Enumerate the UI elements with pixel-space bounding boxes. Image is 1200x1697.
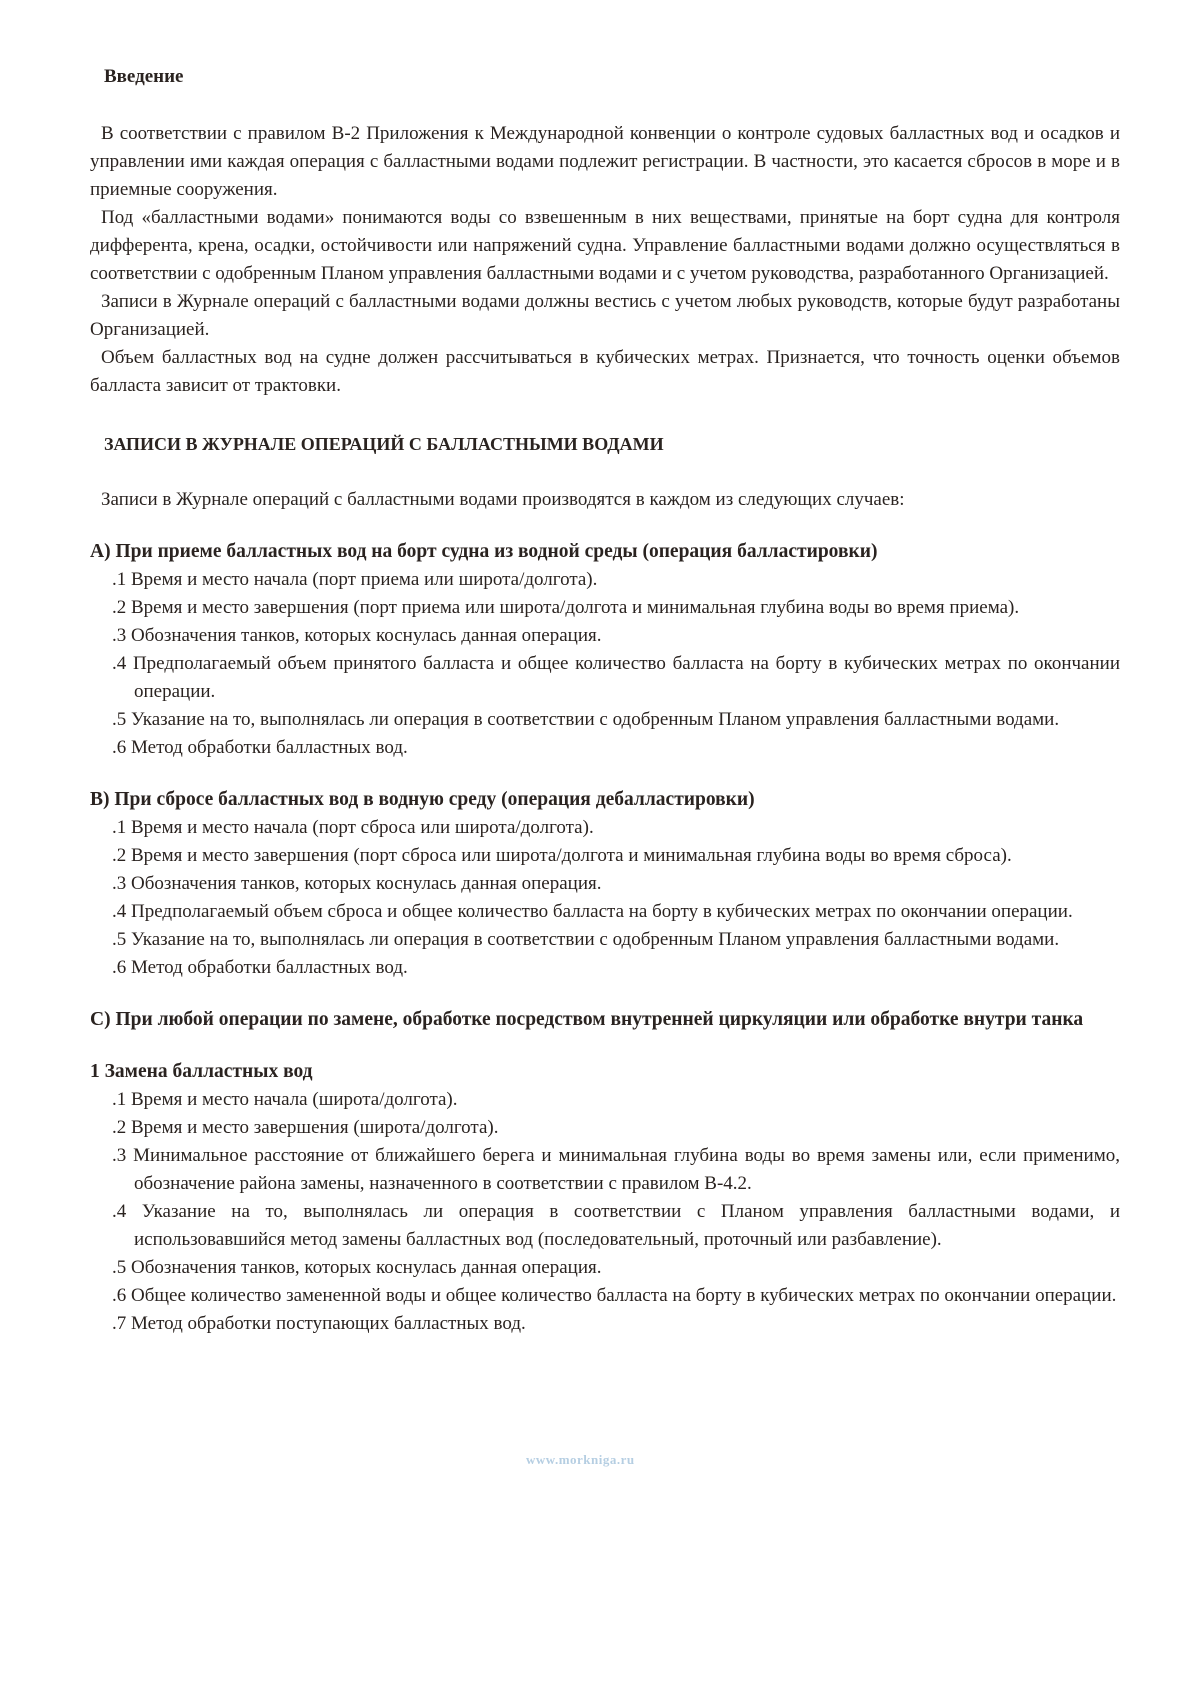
section-a-title: А) При приеме балластных вод на борт судна из водной среды (операция балластировки)	[90, 541, 878, 562]
list-item: .6 Общее количество замененной воды и общее количество балласта на борту в кубических метрах по окончании операции.	[112, 1285, 1117, 1306]
list-item: .6 Метод обработки балластных вод.	[112, 957, 408, 978]
list-item: .4 Предполагаемый объем принятого балласта и общее количество балласта на борту в кубических метрах по окончании операции.	[112, 653, 1120, 702]
list-item: .4 Указание на то, выполнялась ли операция в соответствии с Планом управления балластными водами, и использовавшийся метод замены балластных вод (последовательный, проточный или разбавление).	[112, 1201, 1120, 1250]
list-item: .5 Указание на то, выполнялась ли операция в соответствии с одобренным Планом управления балластными водами.	[112, 929, 1060, 950]
list-item: .1 Время и место начала (широта/долгота).	[112, 1089, 458, 1110]
section-a-list	[90, 566, 1120, 762]
list-item: .2 Время и место завершения (широта/долгота).	[112, 1117, 499, 1138]
list-item: .2 Время и место завершения (порт сброса или широта/долгота и минимальная глубина воды во время сброса).	[112, 845, 1012, 866]
list-item: .1 Время и место начала (порт приема или широта/долгота).	[112, 569, 598, 590]
list-item: .2 Время и место завершения (порт приема или широта/долгота и минимальная глубина воды во время приема).	[112, 597, 1020, 618]
list-item: .7 Метод обработки поступающих балластных вод.	[112, 1313, 526, 1334]
list-item: .5 Обозначения танков, которых коснулась данная операция.	[112, 1257, 602, 1278]
section-c-title: С) При любой операции по замене, обработке посредством внутренней циркуляции или обработке внутри танка	[90, 1009, 1084, 1030]
section-b	[90, 786, 1120, 982]
list-item: .3 Минимальное расстояние от ближайшего берега и минимальная глубина воды во время замены или, если применимо, обозначение района замены, назначенного в соответствии с правилом В-4.2.	[112, 1145, 1120, 1194]
section-b-title: В) При сбросе балластных вод в водную среду (операция дебалластировки)	[90, 789, 755, 810]
intro-body	[90, 120, 1120, 400]
list-item: .1 Время и место начала (порт сброса или широта/долгота).	[112, 817, 594, 838]
records-lead: Записи в Журнале операций с балластными водами производятся в каждом из следующих случаев:	[101, 489, 905, 510]
intro-paragraph: Записи в Журнале операций с балластными водами должны вестись с учетом любых руководств, которые будут разработаны Организацией.	[90, 291, 1120, 340]
section-c-list	[90, 1086, 1120, 1338]
section-c	[90, 1006, 1120, 1338]
watermark: www.morkniga.ru	[526, 1452, 635, 1467]
intro-paragraph: Под «балластными водами» понимаются воды со взвешенным в них веществами, принятые на борт судна для контроля дифферента, крена, осадки, остойчивости или напряжений судна. Управление балластными водами должно осуществляться в соответствии с одобренным Планом управления балластными водами и с учетом руководства, разработанного Организацией.	[90, 207, 1120, 284]
list-item: .3 Обозначения танков, которых коснулась данная операция.	[112, 873, 602, 894]
intro-paragraph: Объем балластных вод на судне должен рассчитываться в кубических метрах. Признается, что точность оценки объемов балласта зависит от трактовки.	[90, 347, 1120, 396]
document-page	[90, 64, 1120, 1338]
records-heading: ЗАПИСИ В ЖУРНАЛЕ ОПЕРАЦИЙ С БАЛЛАСТНЫМИ ВОДАМИ	[104, 434, 664, 454]
intro-heading: Введение	[104, 66, 184, 87]
section-b-list	[90, 814, 1120, 982]
intro-paragraph: В соответствии с правилом В-2 Приложения к Международной конвенции о контроле судовых балластных вод и осадков и управлении ими каждая операция с балластными водами подлежит регистрации. В частности, это касается сбросов в море и в приемные сооружения.	[90, 123, 1120, 200]
list-item: .6 Метод обработки балластных вод.	[112, 737, 408, 758]
section-c-subsection-title: 1 Замена балластных вод	[90, 1061, 313, 1082]
section-a	[90, 538, 1120, 762]
list-item: .3 Обозначения танков, которых коснулась данная операция.	[112, 625, 602, 646]
list-item: .5 Указание на то, выполнялась ли операция в соответствии с одобренным Планом управления балластными водами.	[112, 709, 1060, 730]
list-item: .4 Предполагаемый объем сброса и общее количество балласта на борту в кубических метрах по окончании операции.	[112, 901, 1073, 922]
